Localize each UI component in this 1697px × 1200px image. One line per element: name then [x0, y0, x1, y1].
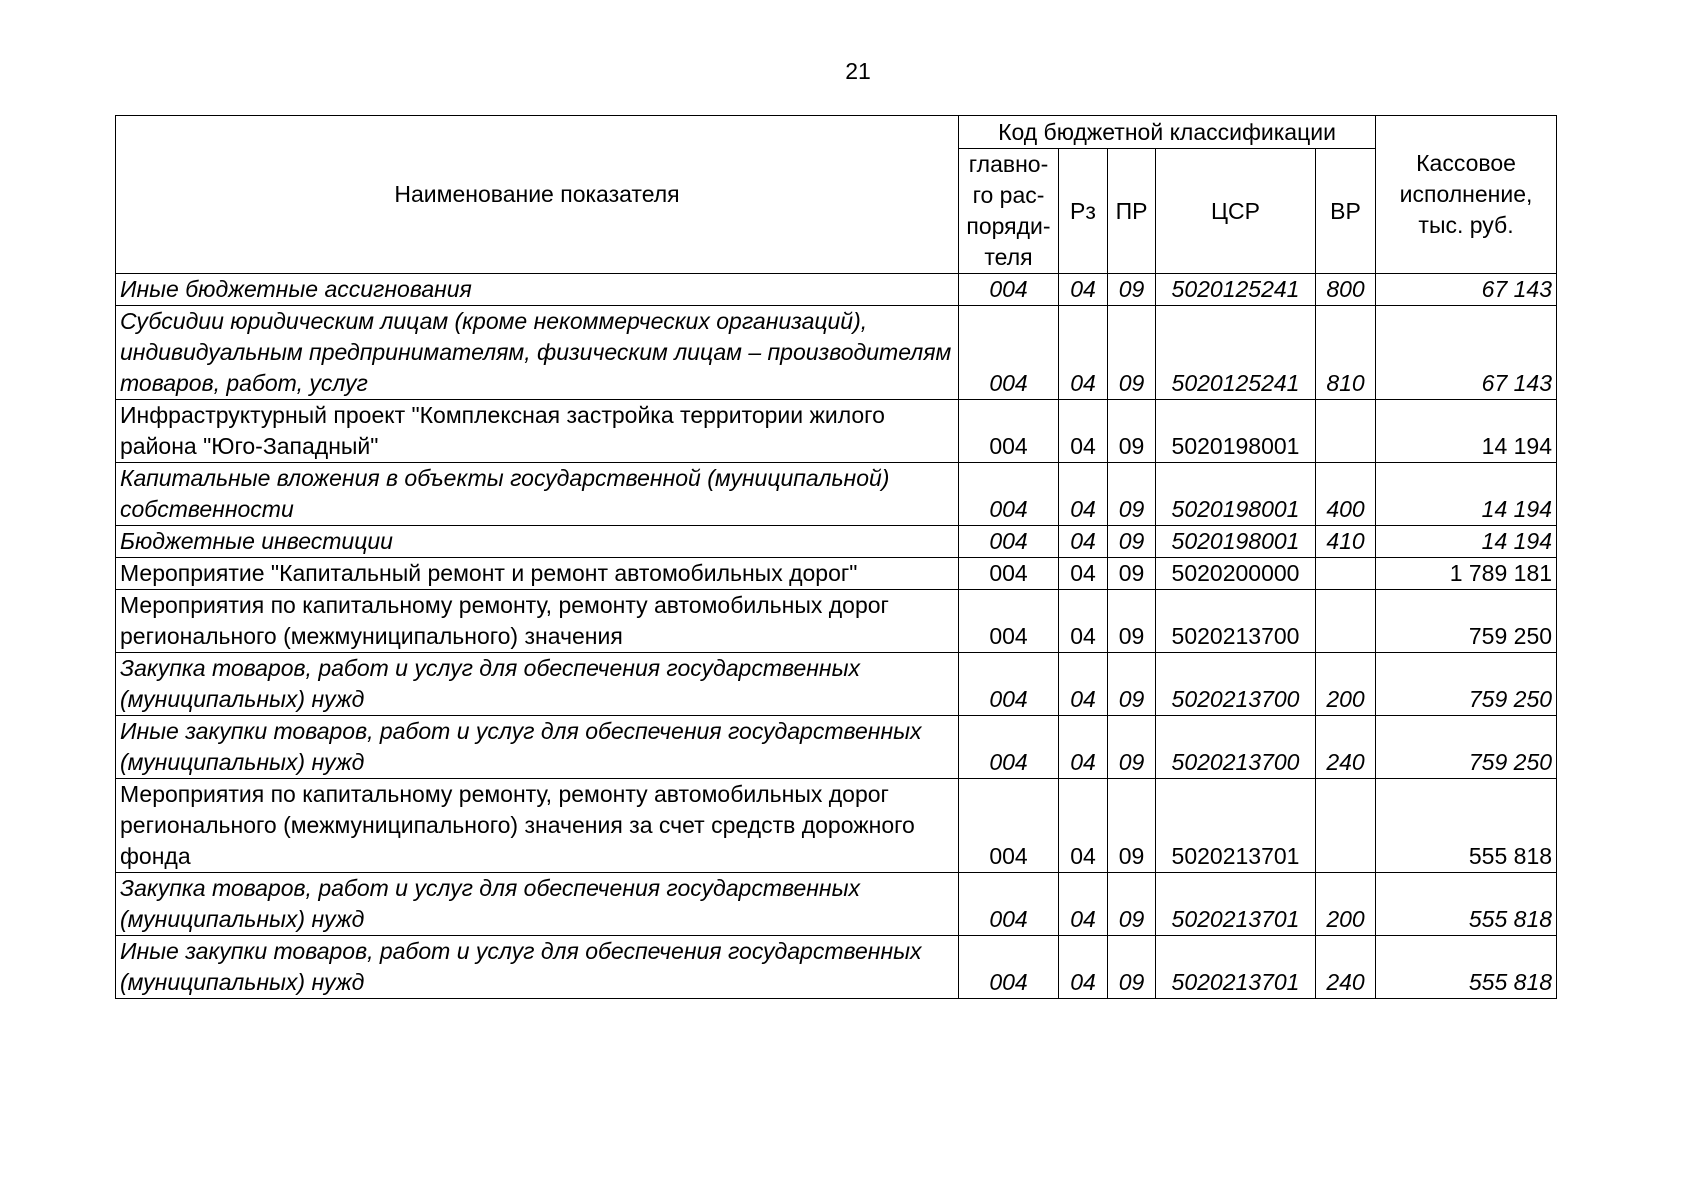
- cell-chief-administrator: 004: [959, 779, 1059, 873]
- cell-csr: 5020213701: [1156, 779, 1316, 873]
- page-number: 21: [845, 58, 871, 84]
- header-cash-execution: Кассовое исполнение, тыс. руб.: [1376, 116, 1557, 274]
- cell-indicator-name: Мероприятия по капитальному ремонту, ремонту автомобильных дорог регионального (межмуниципального) значения: [116, 590, 959, 653]
- cell-cash-execution: 555 818: [1376, 779, 1557, 873]
- cell-rz: 04: [1059, 779, 1108, 873]
- cell-rz: 04: [1059, 716, 1108, 779]
- cell-cash-execution: 14 194: [1376, 526, 1557, 558]
- cell-pr: 09: [1108, 716, 1156, 779]
- cell-pr: 09: [1108, 653, 1156, 716]
- cell-pr: 09: [1108, 779, 1156, 873]
- cell-chief-administrator: 004: [959, 400, 1059, 463]
- cell-indicator-name: Инфраструктурный проект "Комплексная застройка территории жилого района "Юго-Западный": [116, 400, 959, 463]
- cell-cash-execution: 14 194: [1376, 400, 1557, 463]
- cell-cash-execution: 555 818: [1376, 936, 1557, 999]
- cell-cash-execution: 1 789 181: [1376, 558, 1557, 590]
- cell-rz: 04: [1059, 653, 1108, 716]
- cell-csr: 5020213700: [1156, 653, 1316, 716]
- cell-rz: 04: [1059, 590, 1108, 653]
- cell-vr: 240: [1316, 716, 1376, 779]
- cell-csr: 5020125241: [1156, 274, 1316, 306]
- cell-vr: 400: [1316, 463, 1376, 526]
- table-row: [116, 936, 1557, 999]
- cell-cash-execution: 67 143: [1376, 274, 1557, 306]
- table-row: [116, 590, 1557, 653]
- table-row: [116, 274, 1557, 306]
- cell-pr: 09: [1108, 274, 1156, 306]
- cell-chief-administrator: 004: [959, 873, 1059, 936]
- table-row: [116, 779, 1557, 873]
- cell-chief-administrator: 004: [959, 526, 1059, 558]
- table-row: [116, 653, 1557, 716]
- cell-csr: 5020198001: [1156, 463, 1316, 526]
- cell-cash-execution: 14 194: [1376, 463, 1557, 526]
- cell-indicator-name: Иные закупки товаров, работ и услуг для обеспечения государственных (муниципальных) нужд: [116, 716, 959, 779]
- cell-cash-execution: 67 143: [1376, 306, 1557, 400]
- cell-indicator-name: Мероприятия по капитальному ремонту, ремонту автомобильных дорог регионального (межмуниципального) значения за счет средств дорожного фонда: [116, 779, 959, 873]
- table-row: [116, 558, 1557, 590]
- cell-vr: [1316, 590, 1376, 653]
- table-row: [116, 716, 1557, 779]
- cell-chief-administrator: 004: [959, 716, 1059, 779]
- cell-vr: 800: [1316, 274, 1376, 306]
- cell-vr: [1316, 779, 1376, 873]
- cell-indicator-name: Закупка товаров, работ и услуг для обеспечения государственных (муниципальных) нужд: [116, 653, 959, 716]
- table-row: [116, 873, 1557, 936]
- header-rz: Рз: [1059, 149, 1108, 274]
- cell-csr: 5020200000: [1156, 558, 1316, 590]
- cell-vr: 200: [1316, 873, 1376, 936]
- cell-rz: 04: [1059, 873, 1108, 936]
- table-row: [116, 400, 1557, 463]
- cell-pr: 09: [1108, 306, 1156, 400]
- header-indicator-name: Наименование показателя: [116, 116, 959, 274]
- cell-rz: 04: [1059, 558, 1108, 590]
- cell-csr: 5020213700: [1156, 590, 1316, 653]
- cell-rz: 04: [1059, 463, 1108, 526]
- header-chief-administrator: главно-го рас-поряди-теля: [959, 149, 1059, 274]
- header-csr: ЦСР: [1156, 149, 1316, 274]
- cell-chief-administrator: 004: [959, 274, 1059, 306]
- cell-csr: 5020213701: [1156, 936, 1316, 999]
- cell-cash-execution: 759 250: [1376, 590, 1557, 653]
- cell-pr: 09: [1108, 873, 1156, 936]
- cell-rz: 04: [1059, 526, 1108, 558]
- table-body: [116, 274, 1557, 999]
- cell-csr: 5020213701: [1156, 873, 1316, 936]
- cell-chief-administrator: 004: [959, 558, 1059, 590]
- header-pr: ПР: [1108, 149, 1156, 274]
- cell-vr: 240: [1316, 936, 1376, 999]
- cell-rz: 04: [1059, 274, 1108, 306]
- cell-indicator-name: Бюджетные инвестиции: [116, 526, 959, 558]
- cell-csr: 5020198001: [1156, 400, 1316, 463]
- cell-rz: 04: [1059, 936, 1108, 999]
- cell-cash-execution: 759 250: [1376, 653, 1557, 716]
- cell-indicator-name: Мероприятие "Капитальный ремонт и ремонт автомобильных дорог": [116, 558, 959, 590]
- cell-rz: 04: [1059, 306, 1108, 400]
- cell-cash-execution: 555 818: [1376, 873, 1557, 936]
- cell-rz: 04: [1059, 400, 1108, 463]
- cell-vr: 810: [1316, 306, 1376, 400]
- cell-indicator-name: Иные бюджетные ассигнования: [116, 274, 959, 306]
- table-row: [116, 526, 1557, 558]
- cell-indicator-name: Капитальные вложения в объекты государственной (муниципальной) собственности: [116, 463, 959, 526]
- cell-chief-administrator: 004: [959, 306, 1059, 400]
- cell-pr: 09: [1108, 936, 1156, 999]
- cell-csr: 5020198001: [1156, 526, 1316, 558]
- cell-chief-administrator: 004: [959, 590, 1059, 653]
- budget-execution-table: [115, 115, 1557, 999]
- header-budget-classification-code: Код бюджетной классификации: [959, 116, 1376, 149]
- cell-pr: 09: [1108, 558, 1156, 590]
- cell-vr: 410: [1316, 526, 1376, 558]
- cell-chief-administrator: 004: [959, 463, 1059, 526]
- cell-chief-administrator: 004: [959, 653, 1059, 716]
- header-vr: ВР: [1316, 149, 1376, 274]
- cell-cash-execution: 759 250: [1376, 716, 1557, 779]
- cell-pr: 09: [1108, 526, 1156, 558]
- table-row: [116, 463, 1557, 526]
- cell-chief-administrator: 004: [959, 936, 1059, 999]
- cell-pr: 09: [1108, 400, 1156, 463]
- cell-indicator-name: Субсидии юридическим лицам (кроме некоммерческих организаций), индивидуальным предпринимателям, физическим лицам – производителям товаров, работ, услуг: [116, 306, 959, 400]
- cell-vr: [1316, 558, 1376, 590]
- cell-vr: [1316, 400, 1376, 463]
- cell-indicator-name: Закупка товаров, работ и услуг для обеспечения государственных (муниципальных) нужд: [116, 873, 959, 936]
- cell-csr: 5020125241: [1156, 306, 1316, 400]
- cell-vr: 200: [1316, 653, 1376, 716]
- cell-indicator-name: Иные закупки товаров, работ и услуг для обеспечения государственных (муниципальных) нужд: [116, 936, 959, 999]
- table-row: [116, 306, 1557, 400]
- cell-csr: 5020213700: [1156, 716, 1316, 779]
- cell-pr: 09: [1108, 463, 1156, 526]
- cell-pr: 09: [1108, 590, 1156, 653]
